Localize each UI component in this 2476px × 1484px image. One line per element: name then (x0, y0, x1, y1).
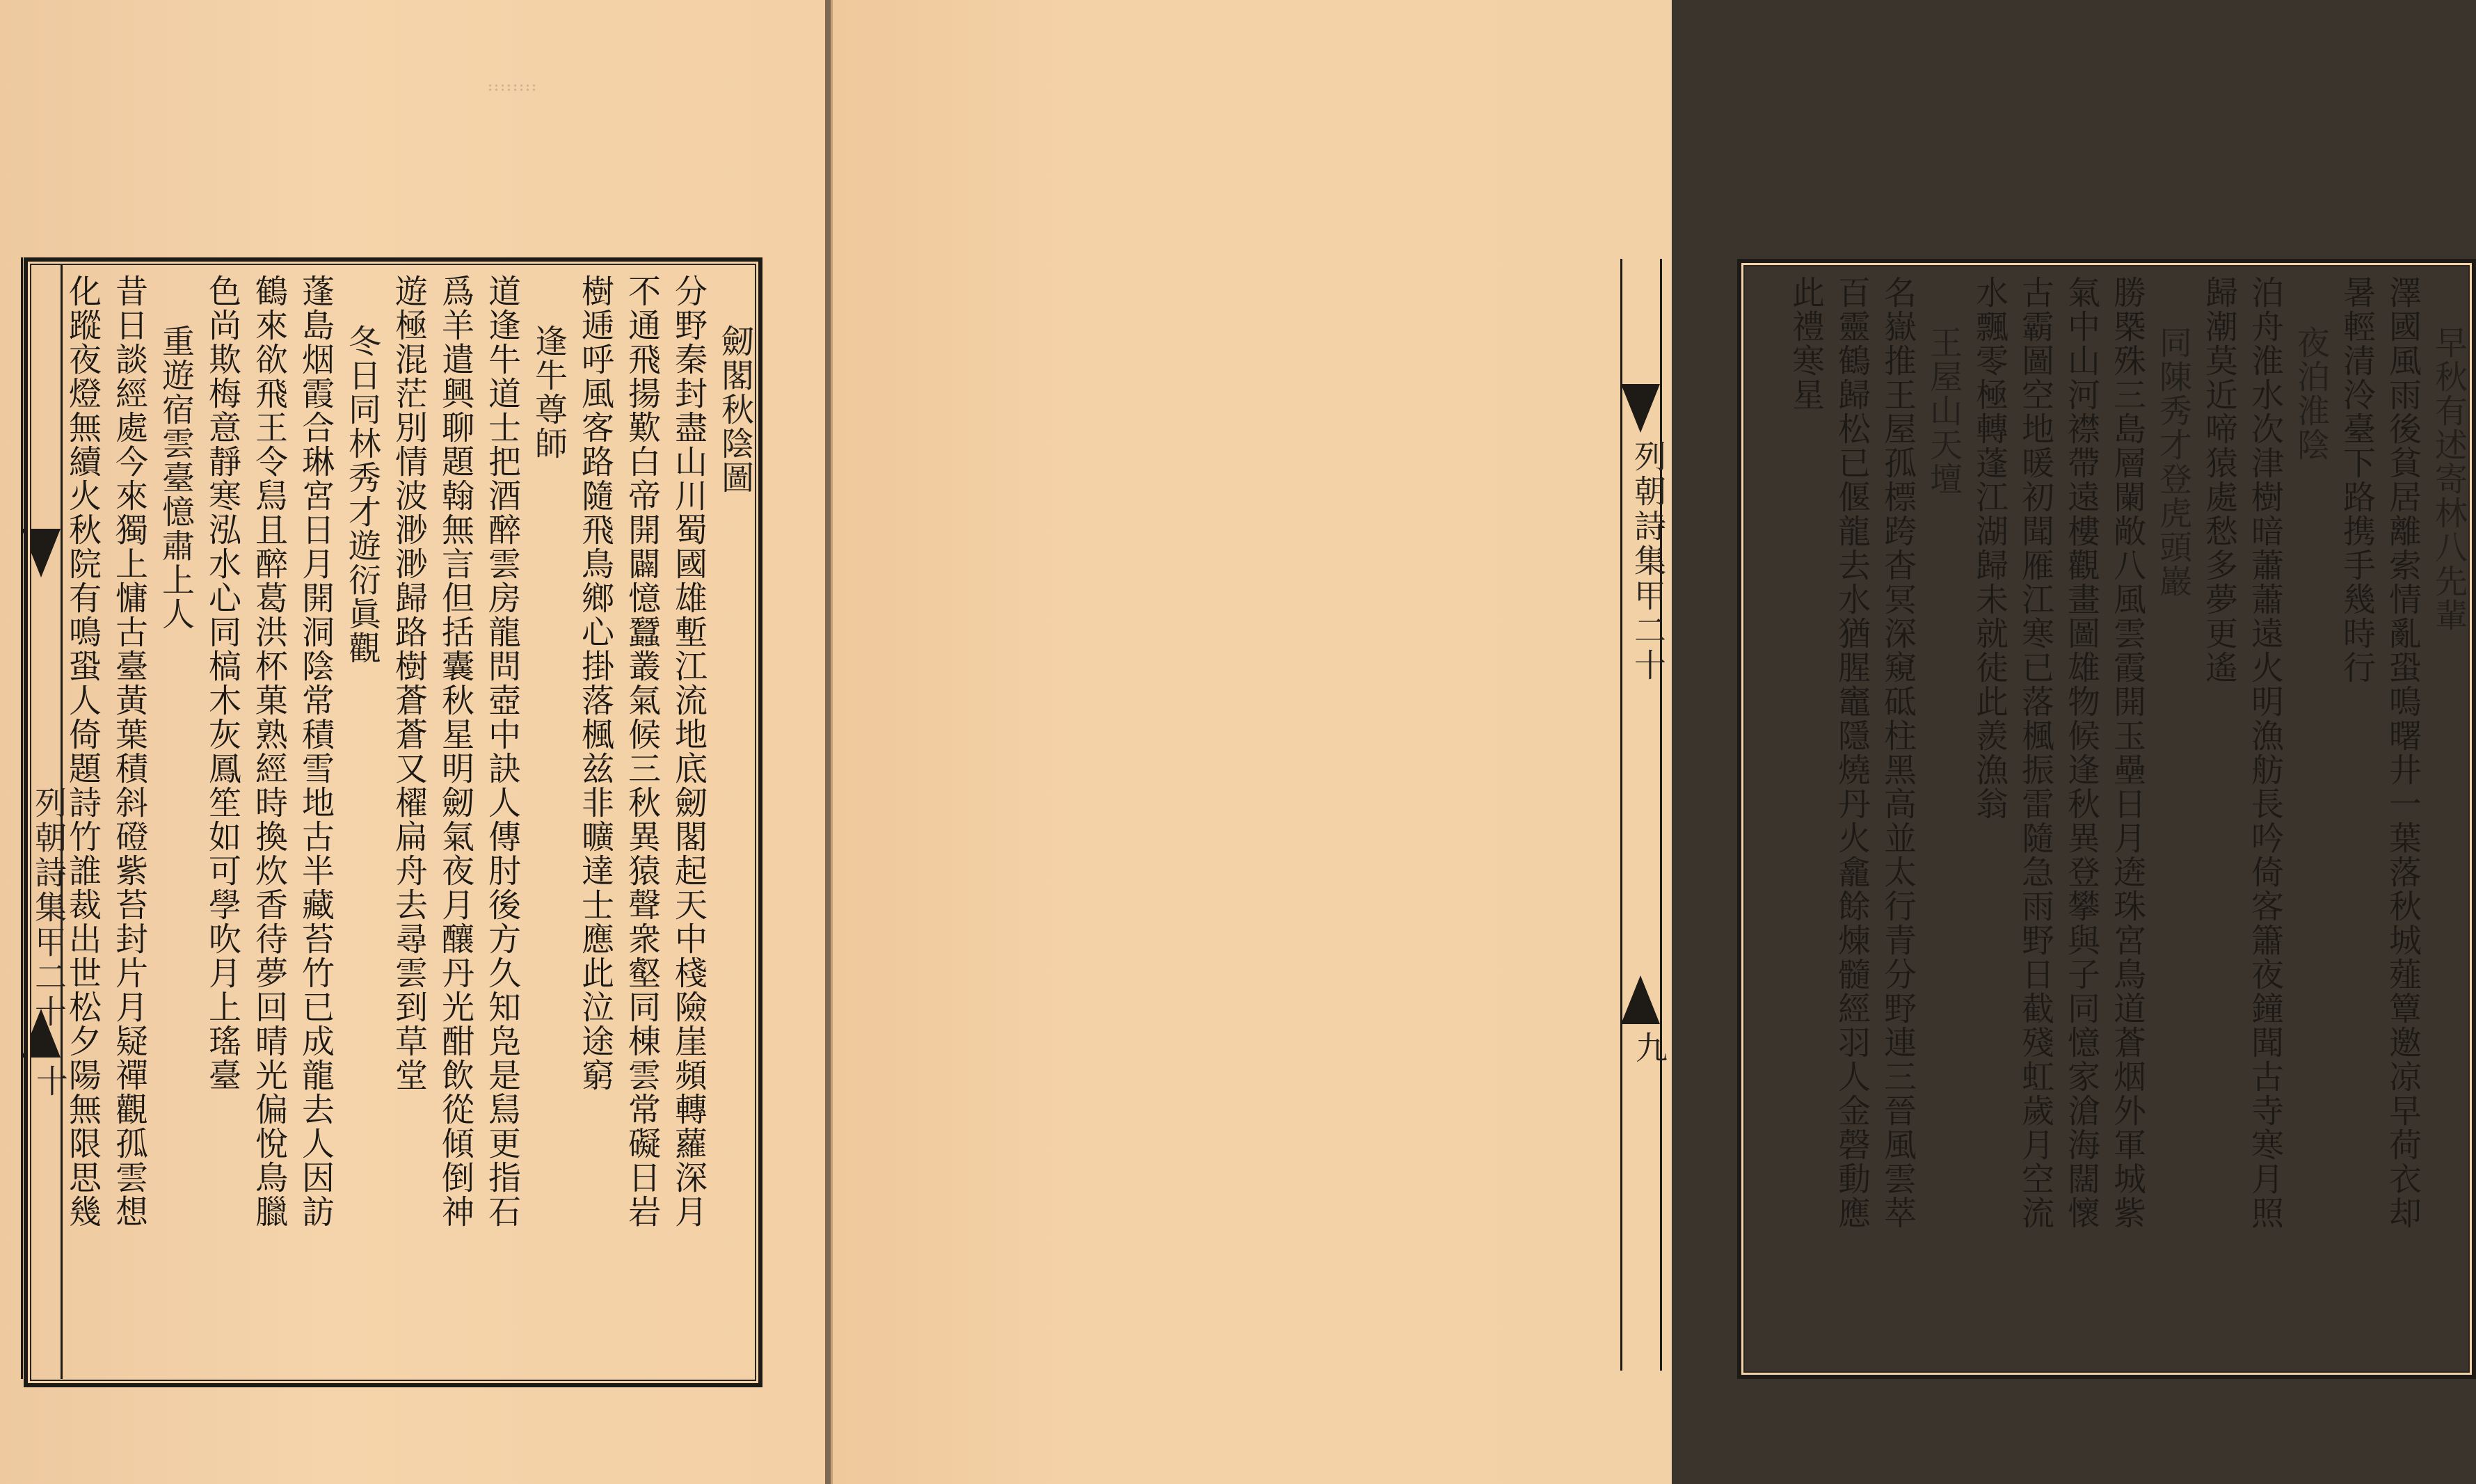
poem-text-column: 歸潮莫近啼猿處愁多夢更遙 (2200, 276, 2238, 685)
poem-text-column: 鶴來欲飛王令舃且醉葛洪杯菓熟經時換炊香待夢回晴光偏悅鳥臘 (250, 274, 288, 1229)
fold-page-number: 九 (1631, 1031, 1668, 1063)
poem-text-column: 蓬島烟霞合琳宮日月開洞陰常積雪地古半藏苔竹已成龍去人因訪 (296, 274, 335, 1229)
left-page (0, 0, 827, 1484)
poem-text-column: 暑輕清泠臺下路携手幾時行 (2338, 276, 2376, 685)
poem-title-column: 冬日同林秀才遊衍眞觀 (343, 324, 381, 665)
poem-text-column: 名嶽推王屋孤標跨杳冥深窺砥柱黑高並太行青分野連三晉風雲萃 (1878, 276, 1917, 1230)
poem-text-column: 水飄零極轉蓬江湖歸未就徒此羨漁翁 (1970, 276, 2008, 821)
poem-text-column: 化蹤夜燈無續火秋院有鳴蛩人倚題詩竹誰裁出世松夕陽無限思幾 (63, 274, 102, 1229)
fold-band-label: 列朝詩集甲二十 (30, 786, 67, 1030)
poem-text-column: 昔日談經處今來獨上慵古臺黃葉積斜磴紫苔封片月疑禪觀孤雲想 (110, 274, 148, 1229)
poem-text-column: 澤國風雨後貧居離索情亂蛩鳴曙井一葉落秋城薤簟邀凉早荷衣却 (2383, 276, 2422, 1230)
fish-tail-mark-bottom (1621, 975, 1660, 1024)
poem-text-column: 古霸圖空地暖初聞雁江寒已落楓振雷隨急雨野日截殘虹歲月空流 (2016, 276, 2054, 1230)
poem-text-column: 分野秦封盡山川蜀國雄塹江流地底劒閣起天中棧險崖頻轉蘿深月 (669, 274, 708, 1229)
poem-title-column: 王屋山天壇 (1924, 326, 1963, 496)
poem-text-column: 爲羊遣興聊題翰無言但括囊秋星明劒氣夜月釀丹光酣飲從傾倒神 (436, 274, 474, 1229)
poem-title-column: 重遊宿雲臺憶肅上人 (157, 324, 195, 631)
poem-text-column: 百靈鶴歸松已偃龍去水猶腥竈隱燒丹火龕餘煉髓經羽人金磬動應 (1832, 276, 1871, 1230)
fish-tail-mark-top (1621, 384, 1660, 433)
poem-text-column: 道逢牛道士把酒醉雲房龍問壺中訣人傳肘後方久知凫是舃更指石 (483, 274, 521, 1229)
poem-text-column: 氣中山河襟帶遠樓觀畫圖雄物候逢秋異登攀與子同憶家滄海闊懷 (2062, 276, 2100, 1230)
poem-text-column: 遊極混茫別情波渺渺歸路樹蒼蒼又櫂扁舟去尋雲到草堂 (390, 274, 428, 1092)
poem-text-column: 泊舟淮水次津樹暗蕭蕭遠火明漁舫長吟倚客簫夜鐘聞古寺寒月照 (2246, 276, 2284, 1230)
poem-text-column: 此禮寒星 (1787, 276, 1825, 412)
right-text-frame (1737, 259, 2476, 1379)
poem-text-column: 勝槩殊三島層闌敞八風雲霞開玉壘日月逩珠宮鳥道蒼烟外軍城紫 (2108, 276, 2146, 1230)
poem-title-column: 劒閣秋陰圖 (716, 324, 754, 495)
ink-smudge (487, 83, 536, 92)
poem-title-column: 逢牛尊師 (529, 324, 568, 461)
left-text-frame (24, 257, 762, 1387)
poem-title-column: 同陳秀才登虎頭巖 (2154, 326, 2192, 598)
poem-text-column: 樹逓呼風客路隨飛鳥鄉心掛落楓兹非曠達士應此泣途窮 (576, 274, 614, 1092)
poem-title-column: 夜泊淮陰 (2292, 326, 2330, 462)
right-page (831, 0, 2468, 1484)
poem-title-column: 早秋有述寄林八先輩 (2429, 326, 2468, 632)
fold-band-label: 列朝詩集甲二十 (1629, 440, 1667, 683)
fold-page-number: 十 (31, 1064, 69, 1096)
book-gutter (825, 0, 831, 1484)
poem-text-column: 不通飛揚歎白帝開闢憶蠶叢氣候三秋異猿聲衆壑同棟雲常礙日岩 (623, 274, 661, 1229)
poem-text-column: 色尚欺梅意靜寒泓水心同槁木灰鳳笙如可學吹月上瑤臺 (203, 274, 241, 1092)
right-fold-band (1620, 259, 1668, 1371)
